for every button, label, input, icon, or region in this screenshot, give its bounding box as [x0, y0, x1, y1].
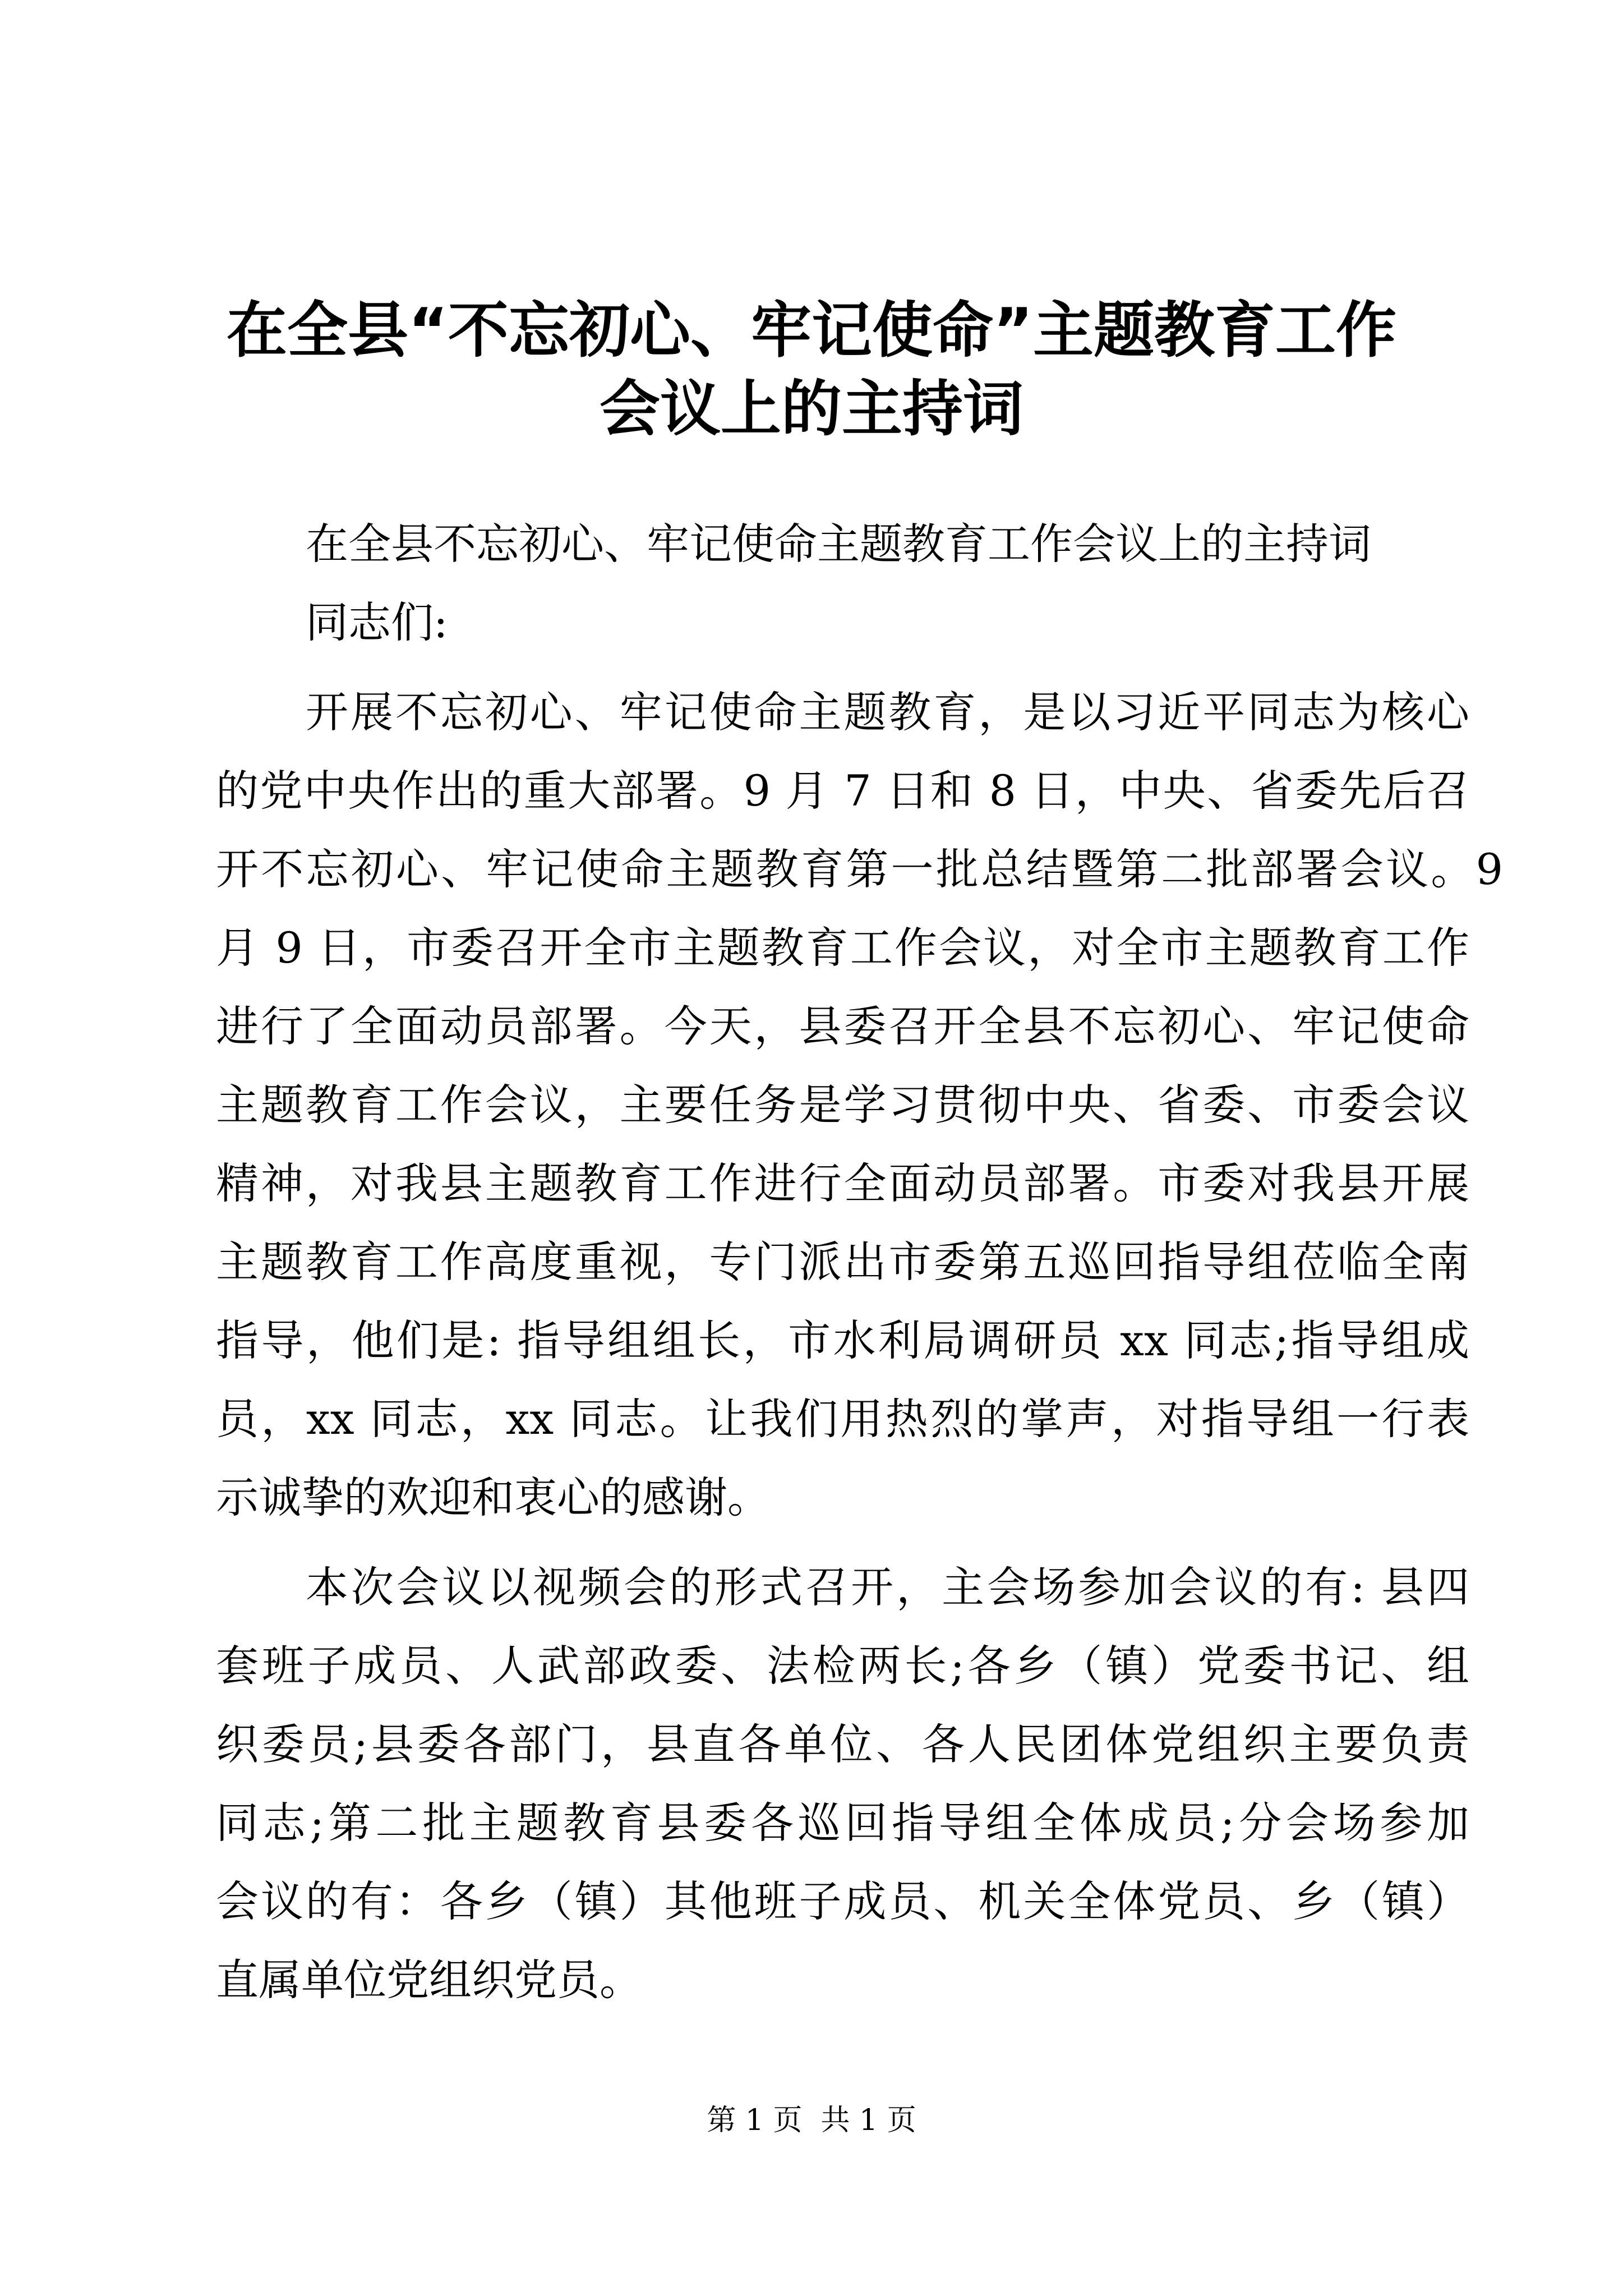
paragraph-2-line: 织委员;县委各部门，县直各单位、各人民团体党组织主要负责 [216, 1719, 1469, 1769]
paragraph-1-line: 主题教育工作高度重视，专门派出市委第五巡回指导组莅临全南 [216, 1237, 1469, 1287]
page-footer: 第 1 页 共 1 页 [707, 2104, 916, 2137]
paragraph-2-line: 同志;第二批主题教育县委各巡回指导组全体成员;分会场参加 [216, 1798, 1469, 1848]
paragraph-2-line: 套班子成员、人武部政委、法检两长;各乡（镇）党委书记、组 [216, 1641, 1469, 1691]
paragraph-1-line: 员，xx 同志，xx 同志。让我们用热烈的掌声，对指导组一行表 [216, 1394, 1469, 1444]
paragraph-1-line: 精神，对我县主题教育工作进行全面动员部署。市委对我县开展 [216, 1158, 1469, 1208]
paragraph-1-line: 月 9 日，市委召开全市主题教育工作会议，对全市主题教育工作 [216, 923, 1469, 973]
paragraph-1-line: 的党中央作出的重大部署。9 月 7 日和 8 日，中央、省委先后召 [216, 766, 1469, 816]
paragraph-1-line: 主题教育工作会议，主要任务是学习贯彻中央、省委、市委会议 [216, 1080, 1469, 1130]
paragraph-1-line: 开不忘初心、牢记使命主题教育第一批总结暨第二批部署会议。9 [216, 844, 1503, 894]
paragraph-2-line: 会议的有：各乡（镇）其他班子成员、机关全体党员、乡（镇） [216, 1876, 1469, 1926]
document-subtitle: 在全县不忘初心、牢记使命主题教育工作会议上的主持词 [306, 519, 1371, 569]
salutation: 同志们: [306, 597, 448, 647]
paragraph-1-line: 指导，他们是: 指导组组长，市水利局调研员 xx 同志;指导组成 [216, 1315, 1469, 1365]
document-title-line-1: 在全县“不忘初心、牢记使命”主题教育工作 [227, 296, 1396, 366]
paragraph-2-line: 本次会议以视频会的形式召开，主会场参加会议的有: 县四 [306, 1562, 1469, 1612]
document-title-line-2: 会议上的主持词 [599, 374, 1023, 444]
paragraph-1-line: 开展不忘初心、牢记使命主题教育，是以习近平同志为核心 [306, 687, 1469, 737]
paragraph-1-line: 示诚挚的欢迎和衷心的感谢。 [216, 1473, 770, 1522]
paragraph-2-line: 直属单位党组织党员。 [216, 1955, 642, 2005]
paragraph-1-line: 进行了全面动员部署。今天，县委召开全县不忘初心、牢记使命 [216, 1001, 1469, 1051]
